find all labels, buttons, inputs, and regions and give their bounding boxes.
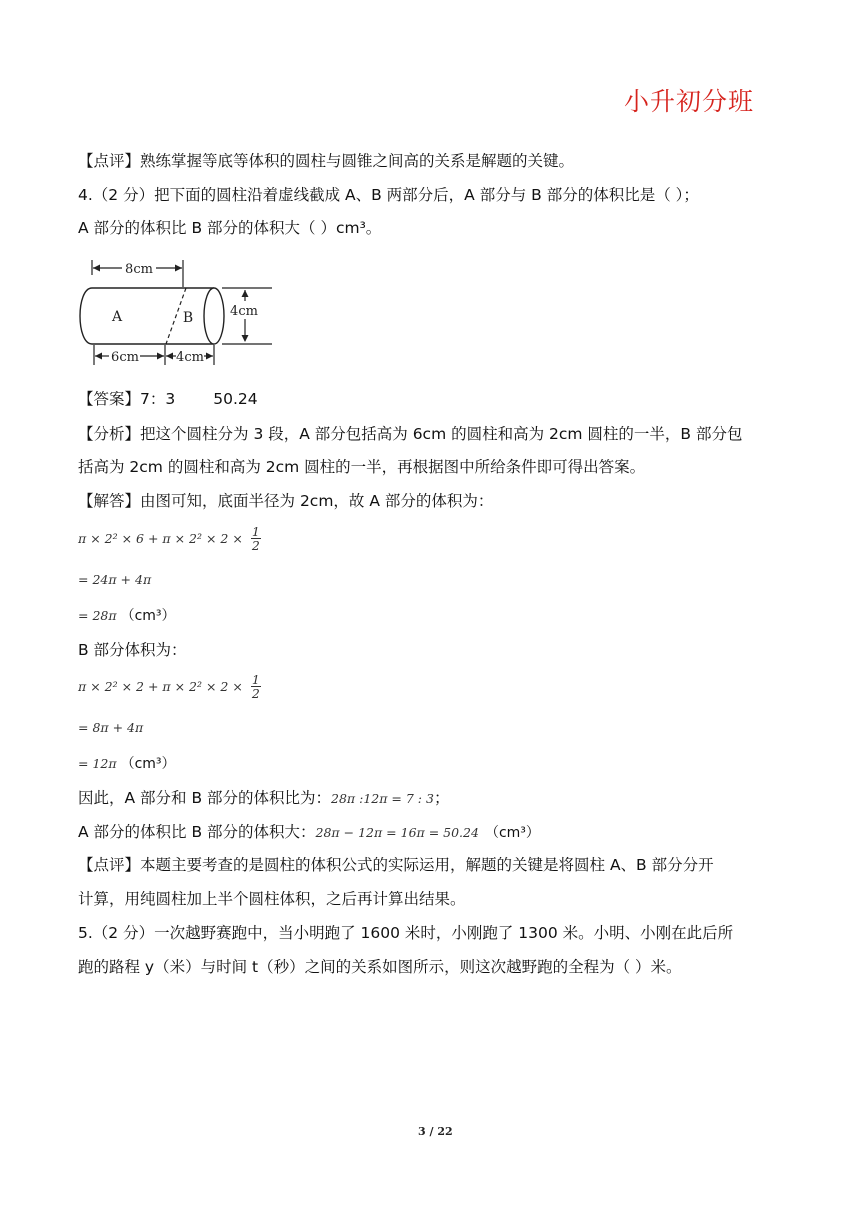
- review2-line2: 计算，用纯圆柱加上半个圆柱体积，之后再计算出结果。: [78, 890, 466, 908]
- dim-height-label: 4cm: [230, 304, 258, 319]
- difference-text: A 部分的体积比 B 部分的体积大：: [78, 823, 316, 841]
- solution-line: [78, 491, 493, 511]
- solution-text: 由图可知，底面半径为 2cm，故 A 部分的体积为：: [140, 492, 494, 510]
- analysis-line2: 括高为 2cm 的圆柱和高为 2cm 圆柱的一半，再根据图中所给条件即可得出答案。: [78, 458, 646, 476]
- unit-cm3: （cm³）: [120, 756, 176, 772]
- review2-tag: 【点评】: [78, 856, 141, 874]
- a-step2: = 28π: [78, 608, 117, 623]
- difference-math: 28π − 12π = 16π = 50.24: [315, 825, 479, 840]
- answer-value: 50.24: [213, 390, 258, 408]
- part-b-label: B: [182, 310, 194, 326]
- review2-line1: [78, 855, 714, 875]
- page-number: 3 / 22: [418, 1125, 453, 1138]
- unit-cm3: （cm³）: [484, 825, 540, 841]
- answer-ratio: 7：3: [140, 390, 176, 408]
- b-step1: = 8π + 4π: [78, 720, 144, 735]
- review-tag: 【点评】: [78, 152, 141, 170]
- q4-line1: 4.（2 分）把下面的圆柱沿着虚线截成 A、B 两部分后，A 部分与 B 部分的体积比是（ ）；: [78, 186, 699, 204]
- a-step1: = 24π + 4π: [78, 572, 152, 587]
- cylinder-figure: [76, 255, 276, 367]
- answer-line: [78, 389, 258, 409]
- review-text: 熟练掌握等底等体积的圆柱与圆锥之间高的关系是解题的关键。: [140, 152, 575, 170]
- q4-line2: A 部分的体积比 B 部分的体积大（ ）cm³。: [78, 219, 382, 237]
- b-volume-expression: [78, 673, 261, 700]
- q5-line1: 5.（2 分）一次越野赛跑中，当小明跑了 1600 米时，小刚跑了 1300 米。小明、小刚在此后所: [78, 924, 734, 942]
- review2-text1: 本题主要考查的是圆柱的体积公式的实际运用，解题的关键是将圆柱 A、B 部分分开: [140, 856, 714, 874]
- dim-bottom-left-label: 6cm: [111, 350, 139, 365]
- a-volume-expression: [78, 525, 261, 552]
- analysis-tag: 【分析】: [78, 425, 141, 443]
- analysis-text1: 把这个圆柱分为 3 段，A 部分包括高为 6cm 的圆柱和高为 2cm 圆柱的一半，B 部分包: [140, 425, 743, 443]
- unit-cm3: （cm³）: [120, 608, 176, 624]
- difference-line: [78, 822, 540, 843]
- b-expr: π × 2² × 2 + π × 2² × 2 ×: [78, 679, 243, 694]
- dim-top-label: 8cm: [125, 262, 153, 277]
- fraction-numerator: 1: [251, 524, 260, 539]
- brand-title: 小升初分班: [624, 87, 755, 116]
- analysis-line1: [78, 424, 743, 444]
- fraction-half: [251, 673, 261, 700]
- a-expr: π × 2² × 6 + π × 2² × 2 ×: [78, 531, 243, 546]
- fraction-half: [251, 525, 261, 552]
- a-step2-line: [78, 605, 176, 626]
- fraction-denominator: 2: [251, 686, 260, 701]
- answer-tag: 【答案】: [78, 390, 141, 408]
- ratio-end: ；: [433, 789, 450, 807]
- part-a-label: A: [111, 309, 123, 325]
- b-step2-line: [78, 753, 176, 774]
- b-heading: B 部分体积为：: [78, 641, 187, 659]
- fraction-denominator: 2: [251, 538, 260, 553]
- fraction-numerator: 1: [251, 672, 260, 687]
- ratio-math: 28π :12π = 7 : 3: [331, 791, 434, 806]
- q5-line2: 跑的路程 y（米）与时间 t（秒）之间的关系如图所示，则这次越野跑的全程为（ ）米。: [78, 958, 682, 976]
- b-step2: = 12π: [78, 756, 117, 771]
- ratio-text: 因此，A 部分和 B 部分的体积比为：: [78, 789, 332, 807]
- solution-tag: 【解答】: [78, 492, 141, 510]
- review-line: [78, 151, 574, 171]
- ratio-line: [78, 788, 449, 808]
- dim-bottom-right-label: 4cm: [176, 350, 204, 365]
